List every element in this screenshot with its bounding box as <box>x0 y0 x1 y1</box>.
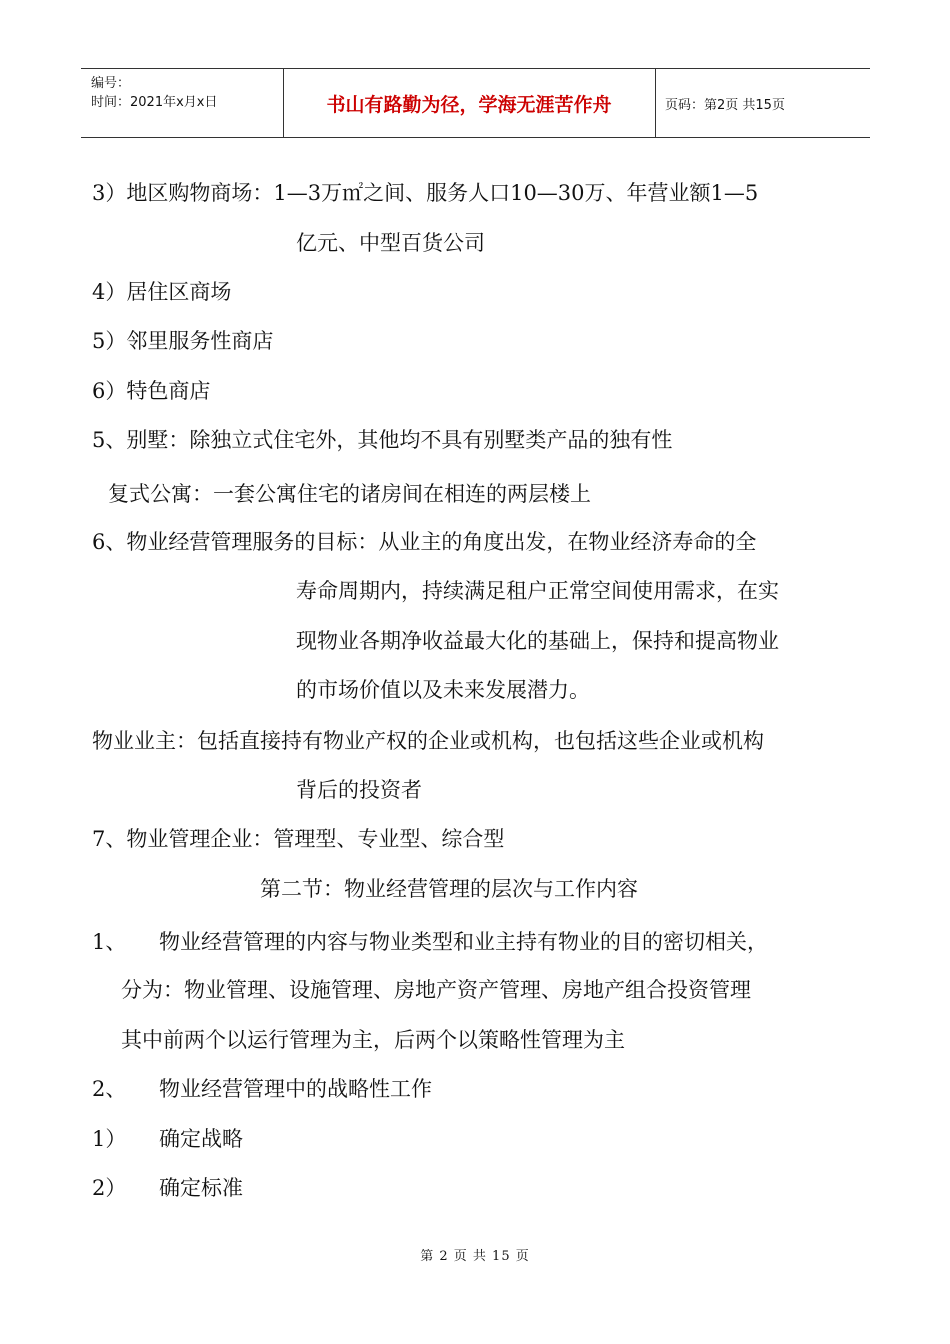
text-line: 3）地区购物商场：1—3万㎡之间、服务人口10—30万、年营业额1—5 <box>92 181 759 205</box>
header-motto: 书山有路勤为径，学海无涯苦作舟 <box>326 93 612 116</box>
text-line: 5）邻里服务性商店 <box>92 329 274 353</box>
text-line: 7、物业管理企业：管理型、专业型、综合型 <box>92 827 505 851</box>
text-line: 现物业各期净收益最大化的基础上，保持和提高物业 <box>296 629 779 653</box>
item-text: 确定战略 <box>159 1127 243 1151</box>
item-number: 1） <box>92 1127 127 1151</box>
page-footer: 第 2 页 共 15 页 <box>420 1249 530 1264</box>
header-meta <box>91 74 217 112</box>
text-line: 寿命周期内，持续满足租户正常空间使用需求，在实 <box>296 579 779 603</box>
numbered-item <box>92 1125 243 1153</box>
page-header <box>81 68 870 138</box>
item-number: 1、 <box>92 930 127 954</box>
text-line: 4）居住区商场 <box>92 280 232 304</box>
numbered-item <box>92 1075 432 1103</box>
header-divider <box>655 69 656 137</box>
text-line: 复式公寓：一套公寓住宅的诸房间在相连的两层楼上 <box>108 482 591 506</box>
item-text: 物业经营管理中的战略性工作 <box>159 1077 432 1101</box>
text-line: 分为：物业管理、设施管理、房地产资产管理、房地产组合投资管理 <box>121 978 751 1002</box>
numbered-item <box>92 928 768 956</box>
text-line: 其中前两个以运行管理为主，后两个以策略性管理为主 <box>121 1028 625 1052</box>
doc-number-label: 编号： <box>91 76 131 91</box>
text-line: 物业业主：包括直接持有物业产权的企业或机构，也包括这些企业或机构 <box>92 729 764 753</box>
doc-time: 时间：2021年x月x日 <box>91 95 218 110</box>
text-line: 亿元、中型百货公司 <box>296 231 485 255</box>
text-line: 5、别墅：除独立式住宅外，其他均不具有别墅类产品的独有性 <box>92 428 673 452</box>
text-line: 6）特色商店 <box>92 379 211 403</box>
item-number: 2、 <box>92 1077 127 1101</box>
header-page-info: 页码：第2页 共15页 <box>665 97 785 113</box>
text-line: 的市场价值以及未来发展潜力。 <box>296 678 590 702</box>
item-text: 物业经营管理的内容与物业类型和业主持有物业的目的密切相关， <box>159 930 768 954</box>
item-text: 确定标准 <box>159 1176 243 1200</box>
numbered-item <box>92 1174 243 1202</box>
item-number: 2） <box>92 1176 127 1200</box>
text-line: 6、物业经营管理服务的目标：从业主的角度出发，在物业经济寿命的全 <box>92 530 757 554</box>
text-line: 背后的投资者 <box>296 778 422 802</box>
section-heading: 第二节：物业经营管理的层次与工作内容 <box>260 877 638 901</box>
